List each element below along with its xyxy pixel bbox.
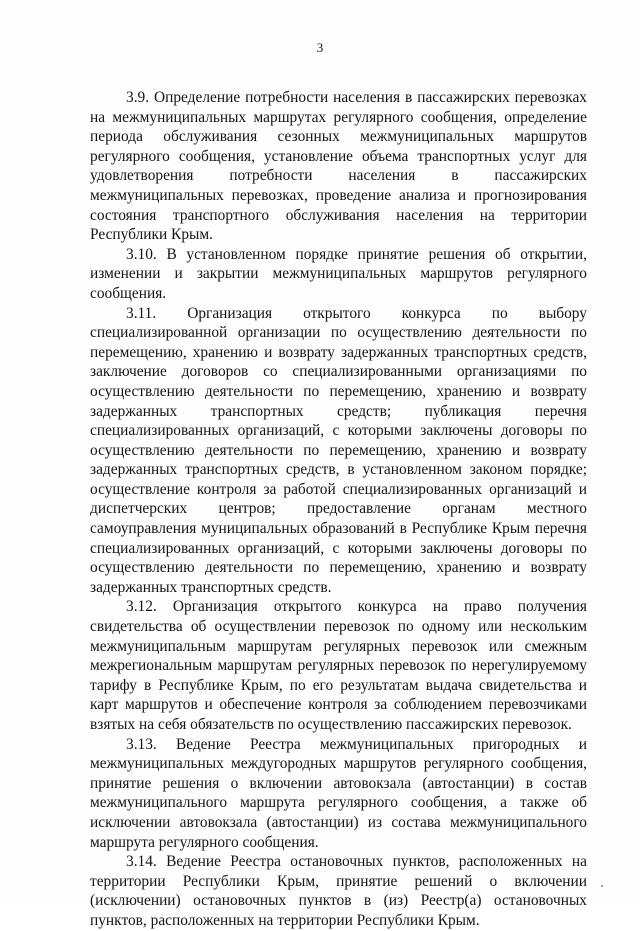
paragraph-3-14: 3.14. Ведение Реестра остановочных пунктов, расположенных на территории Республики Крым, принятие решений о включении (исключении) остановочных пунктов в (из) Реестр(а) остановочных пунктов, расположенных на территории Республики Крым.	[90, 853, 587, 929]
paragraph-3-9: 3.9. Определение потребности населения в пассажирских перевозках на межмуниципальных маршрутах регулярного сообщения, определение периода обслуживания сезонных межмуниципальных маршрутов регулярного сообщения, установление объема транспортных услуг для удовлетворения потребности населения в пассажирских межмуниципальных перевозках, проведение анализа и прогнозирования состояния транспортного обслуживания населения на территории Республики Крым.	[90, 89, 587, 244]
paragraph-3-13: 3.13. Ведение Реестра межмуниципальных пригородных и межмуниципальных междугородных маршрутов регулярного сообщения, принятие решения о включении автовокзала (автостанции) в состав межмуниципального маршрута регулярного сообщения, а также об исключении автовокзала (автостанции) из состава межмуниципального маршрута регулярного сообщения.	[90, 735, 587, 851]
paragraph-3-11: 3.11. Организация открытого конкурса по выбору специализированной организации по осуществлению деятельности по перемещению, хранению и возврату задержанных транспортных средств, заключение договоров со специализированными организациями по осуществлению деятельности по перемещению, хранению и возврату задержанных транспортных средств; публикация перечня специализированных организаций, с которыми заключены договоры по осуществлению деятельности по перемещению, хранению и возврату задержанных транспортных средств, в установленном законом порядке; осуществление контроля за работой специализированных организаций и диспетчерских центров; предоставление органам местного самоуправления муниципальных образований в Республике Крым перечня специализированных организаций, с которыми заключены договоры по осуществлению деятельности по перемещению, хранению и возврату задержанных транспортных средств.	[90, 304, 587, 596]
document-body	[90, 88, 587, 931]
page-number: 3	[316, 40, 324, 55]
paragraph-3-12: 3.12. Организация открытого конкурса на право получения свидетельства об осуществлении перевозок по одному или нескольким межмуниципальным маршрутам регулярных перевозок или смежным межрегиональным маршрутам регулярных перевозок по нерегулируемому тарифу в Республике Крым, по его результатам выдача свидетельства и карт маршрутов и обеспечение контроля за соблюдением перевозчиками взятых на себя обязательств по осуществлению пассажирских перевозок.	[90, 598, 587, 733]
scan-speck	[601, 885, 603, 887]
paragraph-3-10: 3.10. В установленном порядке принятие решения об открытии, изменении и закрытии межмуниципальных маршрутов регулярного сообщения.	[90, 245, 587, 302]
